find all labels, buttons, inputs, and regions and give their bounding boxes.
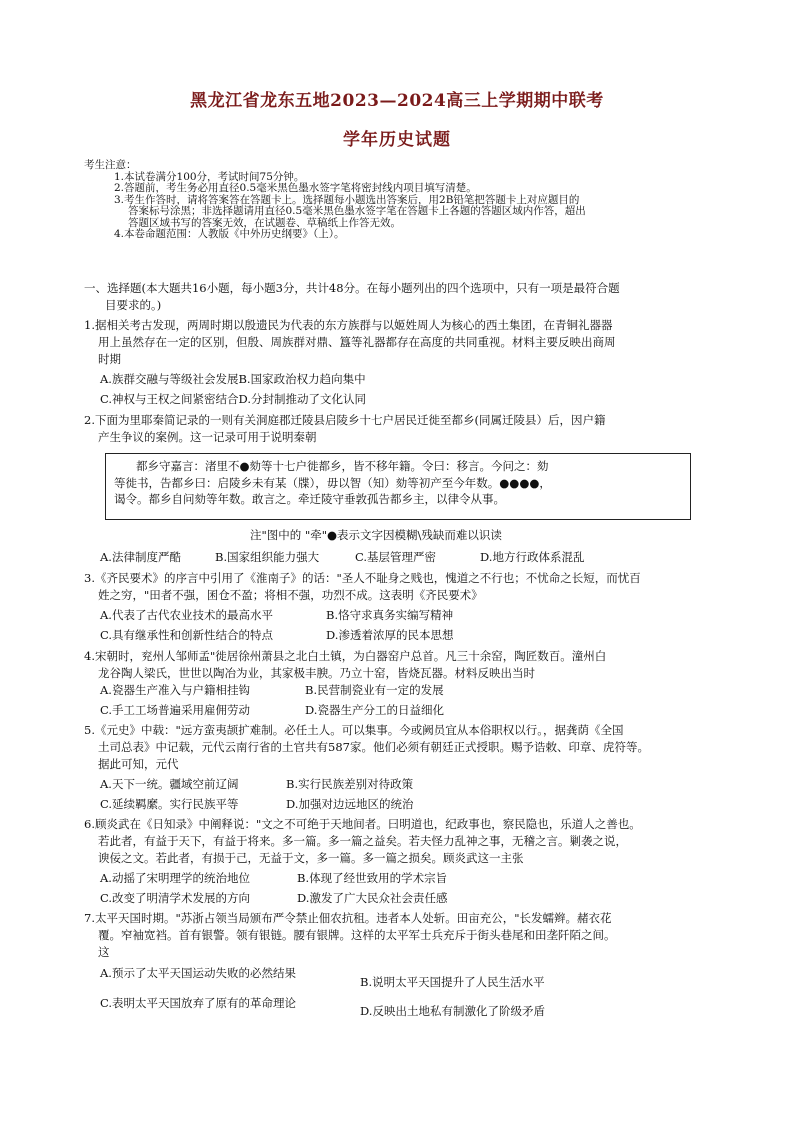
stem-line: 产生争议的案例。这一记录可用于说明秦朝	[98, 430, 317, 444]
option-row	[84, 607, 724, 624]
option-row	[84, 776, 724, 793]
exam-subtitle: 学年历史试题	[343, 130, 451, 150]
figure-note: 注"图中的 "牵"●表示文字因模糊\残缺而难以识读	[250, 528, 502, 542]
question-2	[84, 412, 724, 446]
exam-title: 黑龙江省龙东五地2023—2024高三上学期期中联考	[190, 91, 604, 111]
option-d[interactable]: D.渗透着浓厚的民本思想	[326, 628, 454, 642]
option-row	[84, 702, 724, 719]
option-b[interactable]: B.国家政治权力趋向集中	[238, 372, 366, 386]
option-c[interactable]: C.手工工场普遍采用雇佣劳动	[100, 703, 251, 717]
option-row	[84, 890, 724, 907]
option-b[interactable]: B.说明太平天国提升了人民生活水平	[360, 975, 545, 989]
stem-line: 用上虽然存在一定的区别，但殷、周族群对鼎、簋等礼器都存在高度的共同重视。材料主要反映出商周	[98, 335, 616, 349]
option-b[interactable]: B.实行民族差别对待政策	[286, 777, 414, 791]
option-row	[84, 371, 724, 388]
question-stem	[84, 648, 724, 682]
stem-line: 若此者，有益于天下，有益于将来。多一篇。多一篇之益矣。若夫怪力乱神之事，无稽之言。剿袭之说，	[98, 834, 627, 848]
stem-line: 姓之穷，"田者不强，囷仓不盈；将相不强，功烈不成。这表明《齐民要术》	[98, 588, 483, 602]
quote-line: 谒令。都乡自问劾等年数。敢言之。牵迁陵守垂敦孤告都乡主，以律令从事。	[114, 492, 505, 506]
option-b[interactable]: B.民营制瓷业有一定的发展	[305, 683, 444, 697]
notes-item: 3.考生作答时，请将答案答在答题卡上。选择题每小题选出答案后，用2B铅笔把答题卡上对应题目的	[114, 193, 580, 206]
quote-line: 都乡守嘉言：渚里不●劾等十七户徙都乡，皆不移年籍。令曰：移言。今问之：劾	[136, 459, 549, 473]
option-a[interactable]: A.动摇了宋明理学的统治地位	[100, 871, 250, 885]
stem-line: 3.《齐民要术》的序言中引用了《淮南子》的话："圣人不耻身之贱也，愧道之不行也；不忧命之长短，而忧百	[84, 571, 641, 585]
notes-item: 1.本试卷满分100分，考试时间75分钟。	[114, 170, 305, 183]
stem-line: 据此可知，元代	[98, 757, 179, 771]
option-d[interactable]: D.瓷器生产分工的日益细化	[305, 703, 444, 717]
question-5	[84, 722, 724, 813]
stem-line: 龙谷陶人梁氏，世世以陶冶为业，其家极丰腴。乃立十窑，皆烧瓦器。材料反映出当时	[98, 666, 535, 680]
option-a[interactable]: A.预示了太平天国运动失败的必然结果	[100, 966, 296, 980]
option-a[interactable]: A.代表了古代农业技术的最高水平	[100, 608, 273, 622]
question-stem	[84, 317, 724, 368]
stem-line: 6.顾炎武在《日知录》中阐释说："文之不可绝于天地间者。曰明道也，纪政事也，察民隐也，乐道人之善也。	[84, 817, 641, 831]
option-c[interactable]: C.改变了明清学术发展的方向	[100, 891, 251, 905]
notes-item: 答案标号涂黑；非选择题请用直径0.5毫米黑色墨水签字笔在答题卡上各题的答题区域内作答，超出	[128, 205, 586, 217]
notes-item: 4.本卷命题范围：人教版《中外历史纲要》（上）。	[114, 228, 345, 240]
stem-line: 土司总表》中记载，元代云南行省的土官共有587家。他们必须有朝廷正式授职。赐予诰敕、印章、虎符等。	[98, 740, 649, 754]
option-d[interactable]: D.激发了广大民众社会责任感	[297, 891, 448, 905]
question-6	[84, 816, 724, 907]
option-row	[84, 627, 724, 644]
notes-item: 2.答题前，考生务必用直径0.5毫米黑色墨水签字笔将密封线内项目填写清楚。	[114, 182, 477, 194]
notes-heading: 考生注意：	[84, 159, 137, 171]
option-d[interactable]: D.地方行政体系混乱	[480, 550, 585, 564]
stem-line: 5.《元史》中载："远方蛮夷颉扩难制。必任土人。可以集事。今或阙员宜从本俗职权以行。，据龚荫《全国	[84, 723, 624, 737]
question-4	[84, 648, 724, 719]
question-1	[84, 317, 724, 408]
candidate-notes	[84, 160, 724, 241]
option-a[interactable]: A.法律制度严酷	[100, 550, 181, 564]
option-a[interactable]: A.族群交融与等级社会发展	[100, 372, 239, 386]
notes-item: 答题区域书写的答案无效，在试题卷、草稿纸上作答无效。	[128, 216, 401, 229]
section-line: 目要求的。)	[105, 298, 162, 312]
question-stem	[84, 910, 724, 961]
option-row	[84, 870, 724, 887]
section-line: 一、选择题(本大题共16小题，每小题3分，共计48分。在每小题列出的四个选项中，只有一项是最符合题	[84, 281, 620, 295]
question-7	[84, 910, 724, 961]
option-c[interactable]: C.基层管理严密	[355, 550, 437, 564]
question-stem	[84, 816, 724, 867]
question-3	[84, 570, 724, 644]
option-d[interactable]: D.加强对边远地区的统治	[286, 797, 414, 811]
option-b[interactable]: B.恪守求真务实编写精神	[326, 608, 454, 622]
option-c[interactable]: C.延续羁縻。实行民族平等	[100, 797, 239, 811]
option-b[interactable]: B.国家组织能力强大	[215, 550, 320, 564]
stem-line: 时期	[98, 352, 121, 366]
question-stem	[84, 412, 724, 446]
option-row	[84, 682, 724, 699]
question-stem	[84, 722, 724, 773]
stem-line: 这	[98, 945, 110, 959]
stem-line: 谀佞之文。若此者，有损于己，无益于文，多一篇。多一篇之损矣。顾炎武这一主张	[98, 851, 524, 865]
option-row	[84, 995, 724, 1020]
option-c[interactable]: C.具有继承性和创新性结合的特点	[100, 628, 274, 642]
option-row	[84, 796, 724, 813]
stem-line: 2.下面为里耶秦简记录的一则有关洞庭郡迁陵县启陵乡十七户居民迁徙至都乡(同属迁陵县）后，因户籍	[84, 413, 606, 427]
option-c[interactable]: C.神权与王权之间紧密结合	[100, 392, 239, 406]
stem-line: 覆。窄袖宽裆。首有银警。领有银链。腰有银牌。这样的太平军士兵充斥于街头巷尾和田垄阡陌之间。	[98, 928, 616, 942]
option-row	[84, 965, 724, 995]
stem-line: 4.宋朝时，兖州人邹师孟"徙居徐州萧县之北白土镇，为白器窑户总首。凡三十余窑，陶匠数百。潼州白	[84, 649, 607, 663]
section-heading	[84, 280, 714, 314]
option-row	[84, 391, 724, 408]
option-b[interactable]: B.体现了经世致用的学术宗旨	[297, 871, 448, 885]
stem-line: 7.太平天国时期。"苏浙占领当局颁布严令禁止佃农抗租。违者本人处斩。田亩充公，"长发蠕辫。赭衣花	[84, 911, 612, 925]
question-2-options	[84, 549, 724, 566]
source-quote-box	[105, 453, 691, 520]
option-d[interactable]: D.分封制推动了文化认同	[238, 392, 367, 406]
question-7-options	[84, 965, 724, 1020]
question-stem	[84, 570, 724, 604]
option-a[interactable]: A.瓷器生产准入与户籍相挂钩	[100, 683, 250, 697]
option-d[interactable]: D.反映出土地私有制激化了阶级矛盾	[360, 1004, 545, 1018]
quote-line: 等徙书，告都乡曰：启陵乡未有某（牒），毋以智（知）劾等初产至今年数。●●●●，	[114, 475, 551, 490]
stem-line: 1.据相关考古发现，两周时期以殷遗民为代表的东方族群与以姬姓周人为核心的西土集团，在青铜礼器器	[84, 318, 613, 332]
option-a[interactable]: A.天下一统。疆域空前辽阔	[100, 777, 239, 791]
option-row	[84, 549, 724, 566]
option-c[interactable]: C.表明太平天国放弃了原有的革命理论	[100, 996, 297, 1010]
